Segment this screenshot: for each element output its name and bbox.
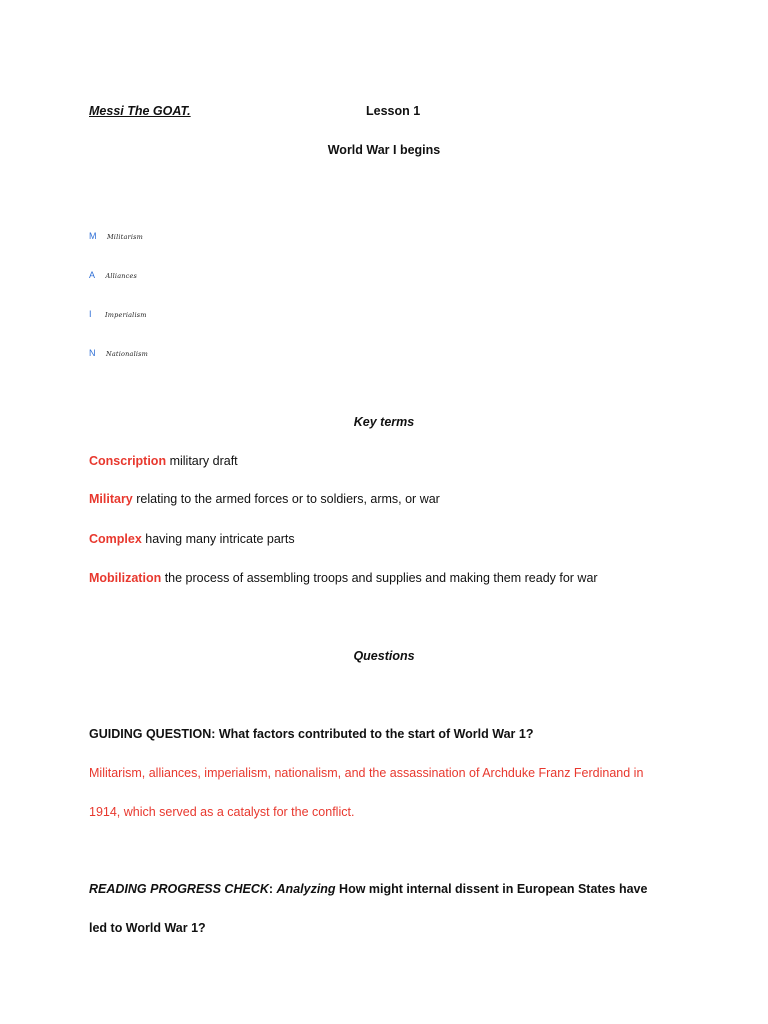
rpc-question: How might internal dissent in European States have bbox=[335, 882, 648, 896]
acronym-word: Militarism bbox=[106, 233, 144, 241]
term: Conscription bbox=[89, 454, 167, 468]
guiding-answer-line-2: 1914, which served as a catalyst for the conflict. bbox=[89, 805, 355, 819]
rpc-skill: Analyzing bbox=[276, 882, 336, 896]
key-terms-heading: Key terms bbox=[353, 415, 415, 429]
guiding-answer-line-1: Militarism, alliances, imperialism, nationalism, and the assassination of Archduke Franz Ferdinand in bbox=[89, 766, 644, 780]
rpc-question-line-2: led to World War 1? bbox=[89, 921, 206, 935]
acronym-item-a bbox=[89, 265, 137, 283]
acronym-letter: N bbox=[89, 348, 96, 358]
student-name: Messi The GOAT. bbox=[89, 104, 191, 118]
acronym-item-n bbox=[89, 343, 148, 361]
reading-progress-check bbox=[89, 881, 647, 897]
term: Mobilization bbox=[89, 571, 162, 585]
acronym-word: Alliances bbox=[105, 272, 138, 280]
definition: having many intricate parts bbox=[145, 532, 295, 546]
page-title: World War I begins bbox=[327, 143, 441, 157]
acronym-letter: A bbox=[89, 270, 96, 280]
term: Complex bbox=[89, 532, 142, 546]
lesson-label: Lesson 1 bbox=[366, 104, 421, 118]
rpc-label: READING PROGRESS CHECK bbox=[89, 882, 269, 896]
rpc-colon: : bbox=[268, 882, 277, 896]
acronym-letter: I bbox=[89, 309, 92, 319]
guiding-question: GUIDING QUESTION: What factors contributed to the start of World War 1? bbox=[89, 727, 534, 741]
questions-heading: Questions bbox=[353, 649, 415, 663]
acronym-word: Imperialism bbox=[104, 311, 147, 319]
acronym-item-i bbox=[89, 304, 147, 322]
key-term-complex bbox=[89, 531, 295, 547]
key-term-mobilization bbox=[89, 570, 598, 586]
acronym-letter: M bbox=[89, 231, 97, 241]
term: Military bbox=[89, 492, 133, 506]
key-term-conscription bbox=[89, 453, 238, 469]
acronym-word: Nationalism bbox=[105, 350, 149, 358]
acronym-item-m bbox=[89, 226, 143, 244]
definition: military draft bbox=[169, 454, 238, 468]
key-term-military bbox=[89, 491, 440, 507]
definition: relating to the armed forces or to soldiers, arms, or war bbox=[136, 492, 440, 506]
definition: the process of assembling troops and supplies and making them ready for war bbox=[164, 571, 598, 585]
